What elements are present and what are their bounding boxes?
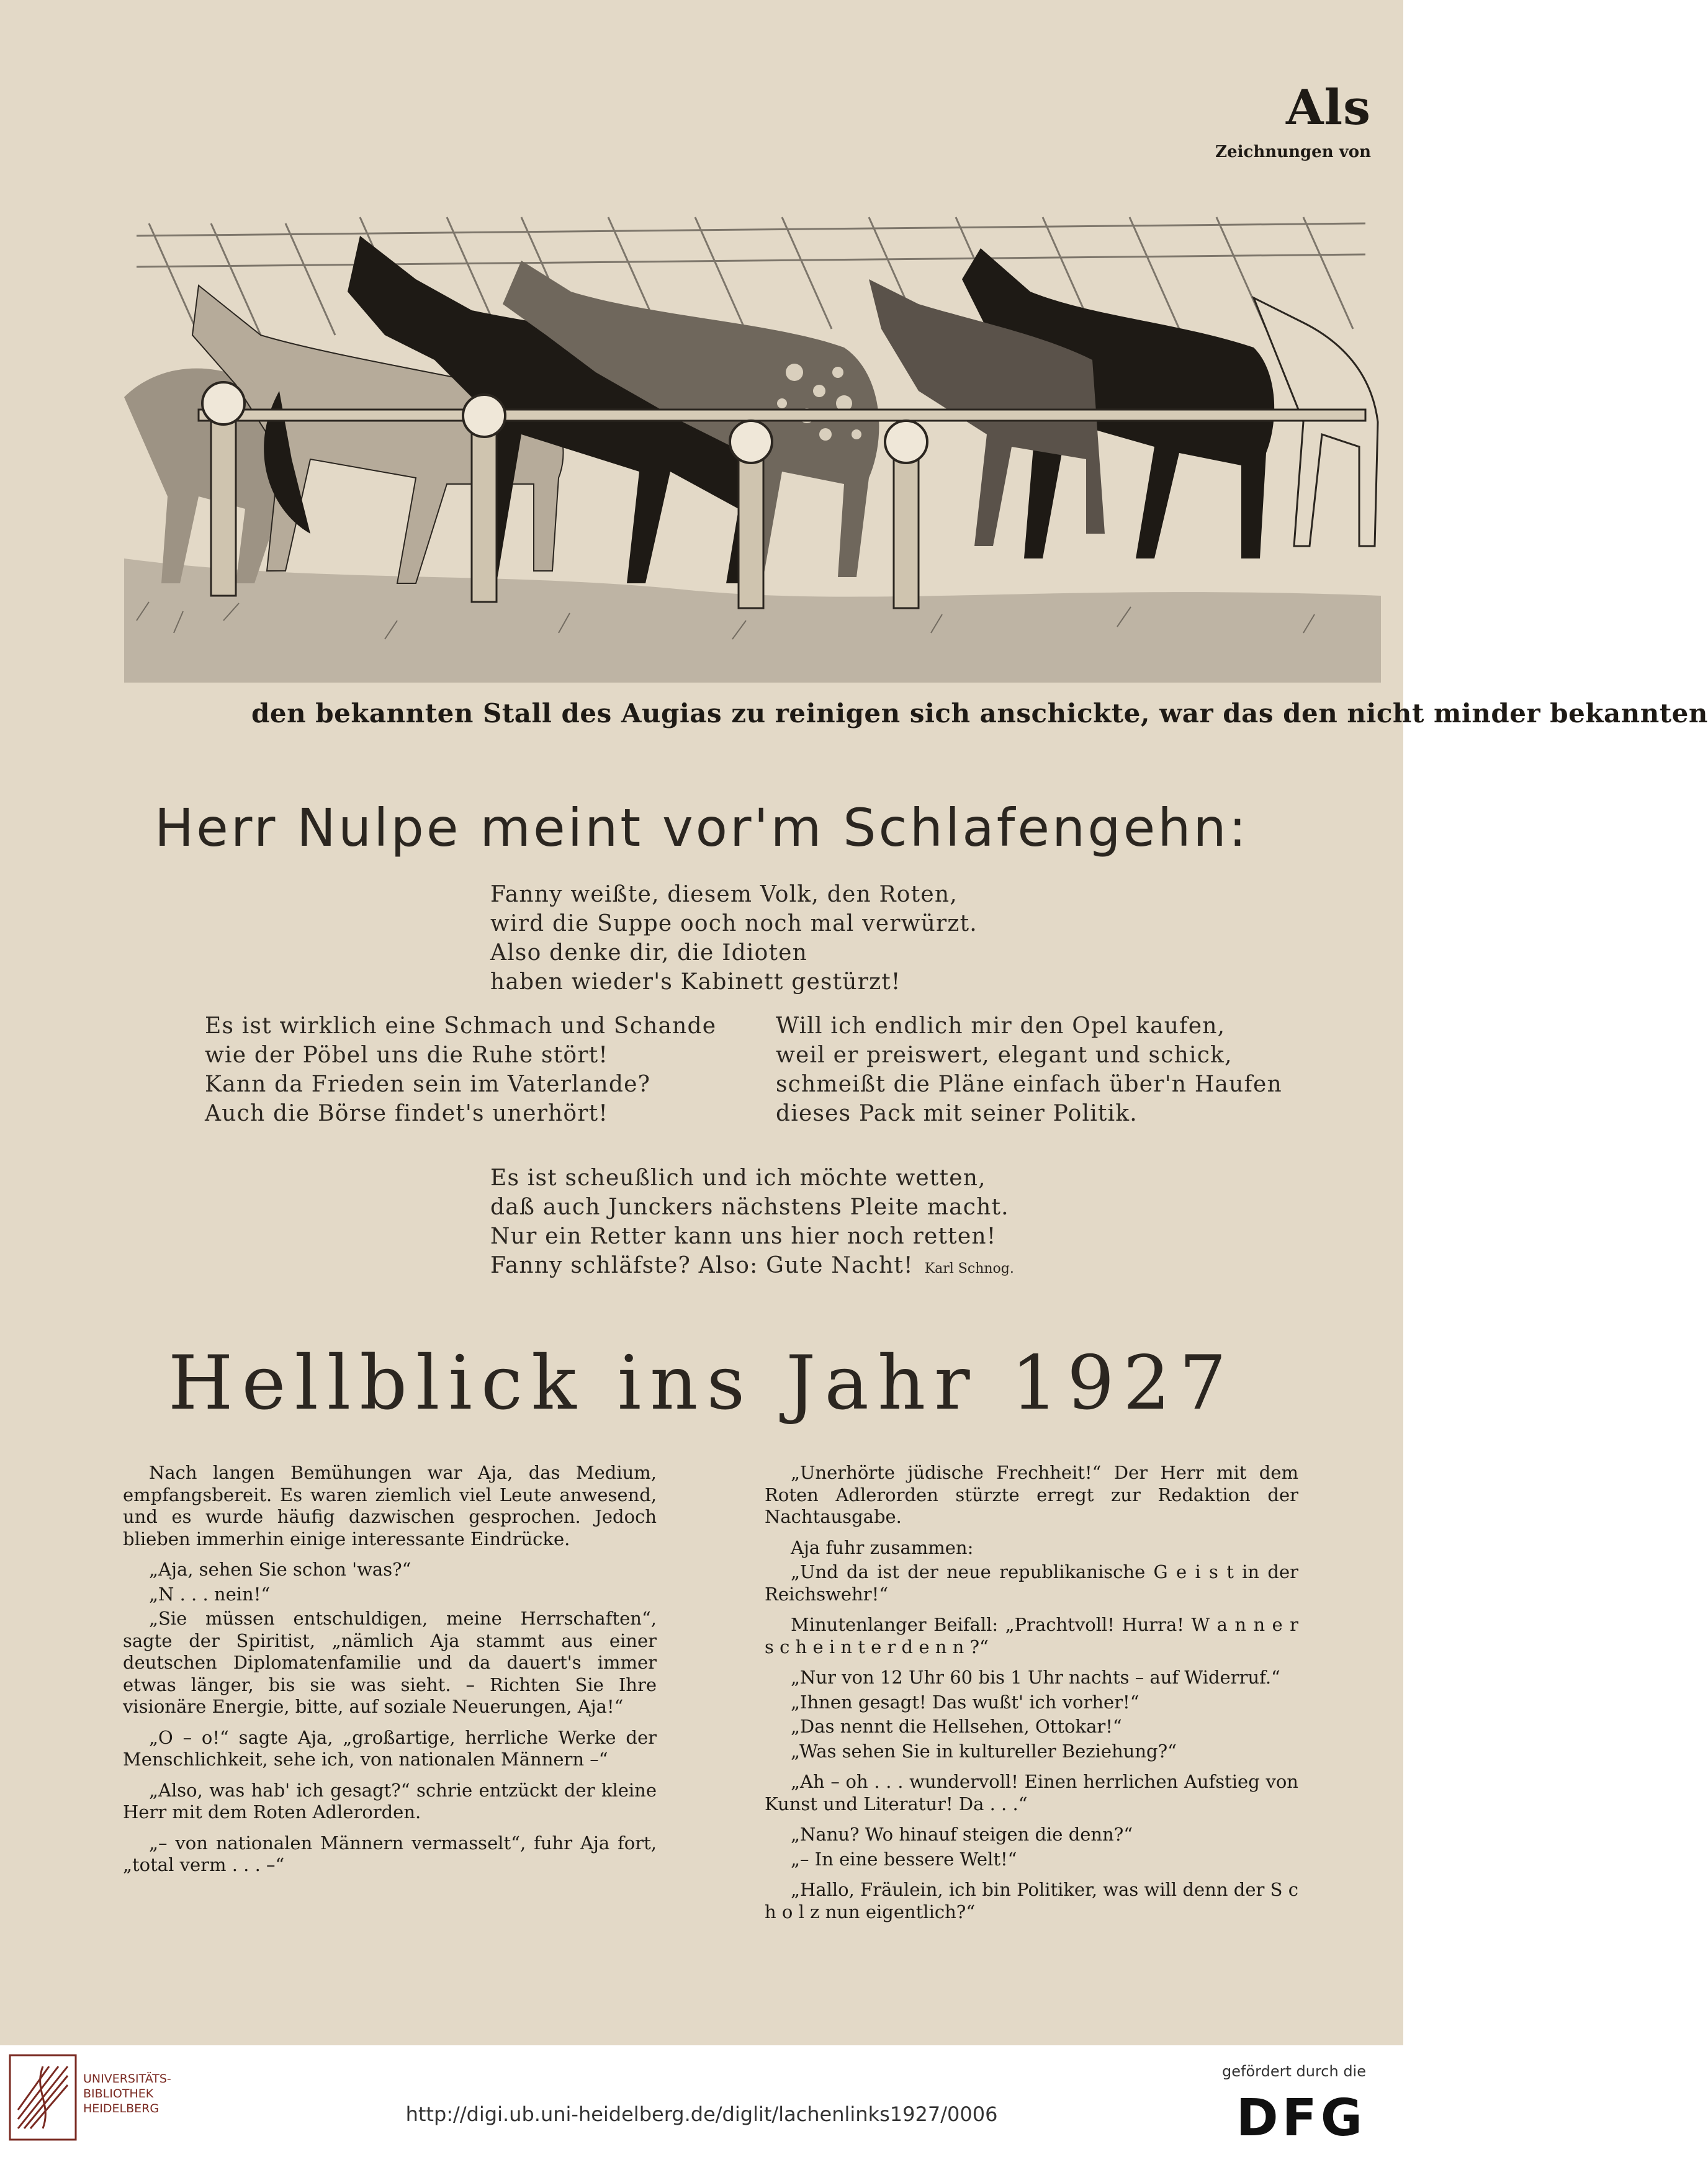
article-paragraph: „Was sehen Sie in kultureller Beziehung?“ — [791, 1740, 1177, 1762]
poem-line: Es ist wirklich eine Schmach und Schande — [205, 1013, 717, 1039]
poem-line: Fanny weißte, diesem Volk, den Roten, — [490, 882, 958, 907]
poem-line: Will ich endlich mir den Opel kaufen, — [776, 1013, 1226, 1039]
illustration-caption: den bekannten Stall des Augias zu reinigen sich anschickte, war das den nicht minder bekannten — [251, 698, 1708, 729]
source-url-link[interactable]: http://digi.ub.uni-heidelberg.de/diglit/lachenlinks1927/0006 — [405, 2102, 998, 2126]
article-paragraph: „Aja, sehen Sie schon 'was?“ — [149, 1559, 411, 1580]
poem-line — [490, 1251, 1014, 1283]
header-word: Als — [1285, 79, 1371, 136]
article-paragraph: „Hallo, Fräulein, ich bin Politiker, was will denn der S c h o l z nun eigentlich?“ — [765, 1879, 1298, 1922]
poem-line: Es ist scheußlich und ich möchte wetten, — [490, 1165, 986, 1191]
article-paragraph: Aja fuhr zusammen: — [791, 1536, 974, 1558]
poem-line: Also denke dir, die Idioten — [490, 940, 808, 966]
poem-stanza-2 — [205, 1011, 716, 1128]
article-paragraph: Nach langen Bemühungen war Aja, das Medium, empfangsbereit. Es waren ziemlich viel Leute anwesend, und es wurde häufig dazwischen gesprochen. Jedoch blieben immerhin einige interessante Eindrücke. — [123, 1462, 657, 1549]
article-title: Hellblick ins Jahr 1927 — [168, 1340, 1236, 1427]
poem-stanza-3 — [776, 1011, 1282, 1128]
viewer-footer — [0, 2045, 1403, 2157]
poem-line: Kann da Frieden sein im Vaterlande? — [205, 1072, 651, 1097]
article-right-column — [765, 1462, 1298, 1932]
article-paragraph: „Das nennt die Hellsehen, Ottokar!“ — [791, 1716, 1122, 1737]
article-paragraph: „Ihnen gesagt! Das wußt' ich vorher!“ — [791, 1691, 1139, 1713]
article-paragraph: „Also, was hab' ich gesagt?“ schrie entzückt der kleine Herr mit dem Roten Adlerorden. — [123, 1779, 657, 1823]
poem-line: Nur ein Retter kann uns hier noch retten! — [490, 1224, 997, 1249]
poem-stanza-1 — [490, 880, 978, 997]
header-subtitle: Zeichnungen von — [1215, 143, 1371, 161]
article-paragraph: „Nanu? Wo hinauf steigen die denn?“ — [791, 1824, 1133, 1845]
funding-note: gefördert durch die — [1222, 2063, 1366, 2080]
library-name-line: HEIDELBERG — [83, 2102, 160, 2115]
university-seal-icon — [9, 2054, 77, 2141]
poem-final-line: Fanny schläfste? Also: Gute Nacht! — [490, 1253, 914, 1278]
poem-line: haben wieder's Kabinett gestürzt! — [490, 969, 901, 995]
poem-author: Karl Schnog. — [924, 1261, 1014, 1276]
article-paragraph: „– In eine bessere Welt!“ — [791, 1848, 1017, 1870]
article-paragraph: „O – o!“ sagte Aja, „großartige, herrliche Werke der Menschlichkeit, sehe ich, von nationalen Männern –“ — [123, 1726, 657, 1770]
article-paragraph: „N . . . nein!“ — [149, 1583, 271, 1605]
article-paragraph: „Sie müssen entschuldigen, meine Herrschaften“, sagte der Spiritist, „nämlich Aja stammt aus einer deutschen Diplomatenfamilie und da dauert's immer etwas länger, bis sie was sieht. – Richten Sie Ihre visionäre Energie, bitte, auf soziale Neuerungen, Aja!“ — [123, 1608, 657, 1717]
poem-line: wird die Suppe ooch noch mal verwürzt. — [490, 911, 978, 936]
poem-line: wie der Pöbel uns die Ruhe stört! — [205, 1043, 609, 1068]
article-paragraph: Minutenlanger Beifall: „Prachtvoll! Hurra! W a n n e r s c h e i n t e r d e n n ?“ — [765, 1614, 1298, 1657]
library-name-line: UNIVERSITÄTS- — [83, 2072, 171, 2086]
article-paragraph: „– von nationalen Männern vermasselt“, fuhr Aja fort, „total verm . . . –“ — [123, 1832, 657, 1875]
poem-line: daß auch Junckers nächstens Pleite macht. — [490, 1195, 1009, 1220]
poem-title: Herr Nulpe meint vor'm Schlafengehn: — [154, 797, 1249, 858]
library-name-line: BIBLIOTHEK — [83, 2087, 154, 2101]
poem-line: Auch die Börse findet's unerhört! — [205, 1101, 608, 1126]
article-left-column — [123, 1462, 657, 1885]
article-paragraph: „Und da ist der neue republikanische G e i s t in der Reichswehr!“ — [765, 1561, 1298, 1605]
article-paragraph: „Ah – oh . . . wundervoll! Einen herrlichen Aufstieg von Kunst und Literatur! Da . . .“ — [765, 1771, 1298, 1814]
article-paragraph: „Unerhörte jüdische Frechheit!“ Der Herr mit dem Roten Adlerorden stürzte erregt zur Redaktion der Nachtausgabe. — [765, 1462, 1298, 1527]
horses-illustration — [124, 186, 1381, 683]
poem-line: schmeißt die Pläne einfach über'n Haufen — [776, 1072, 1282, 1097]
poem-line: dieses Pack mit seiner Politik. — [776, 1101, 1138, 1126]
poem-line: weil er preiswert, elegant und schick, — [776, 1043, 1233, 1068]
dfg-logo: DFG — [1236, 2089, 1366, 2148]
poem-stanza-4 — [490, 1164, 1014, 1283]
article-paragraph: „Nur von 12 Uhr 60 bis 1 Uhr nachts – auf Widerruf.“ — [791, 1667, 1280, 1688]
